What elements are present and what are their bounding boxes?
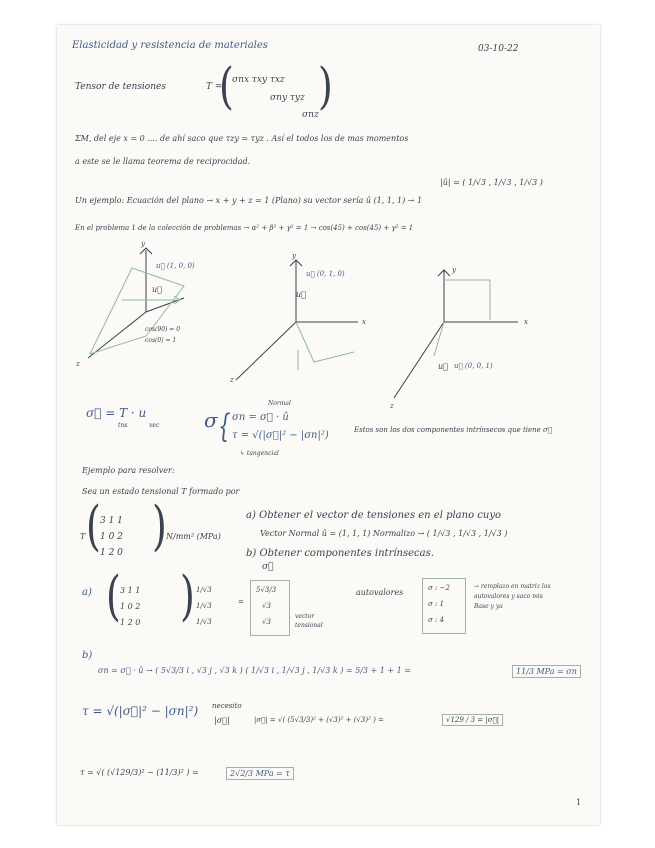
normal-note: Normal	[268, 400, 291, 407]
fig3-z-label: z	[390, 402, 394, 410]
tensor-right-bracket: )	[318, 57, 333, 115]
task-b: b) Obtener componentes intrínsecas.	[246, 548, 434, 559]
modulus-result: √129 / 3 = |σ⃗|	[442, 714, 503, 726]
eigen-row-1: σ : −2	[428, 584, 450, 592]
part-a-matrix-right-bracket: )	[180, 565, 195, 627]
fig1-y-label: y	[141, 240, 145, 248]
tensor-row-1: σnx τxy τxz	[232, 75, 285, 85]
sigma-n-result: 11/3 MPa = σn	[512, 665, 581, 678]
tensor-row-2: σny τyz	[270, 93, 305, 103]
part-a-result-row-1: 5√3/3	[256, 586, 277, 594]
fig1-z-label: z	[76, 360, 80, 368]
tensor-left-bracket: (	[219, 57, 234, 115]
sigma-sub-vec: vec	[149, 422, 160, 429]
need-note: necesito	[212, 702, 242, 710]
part-a-result-row-2: √3	[262, 602, 271, 610]
tensor-symbol: T =	[206, 82, 223, 92]
part-a-vec-row-1: 1/√3	[196, 586, 212, 594]
fig3-x-label: x	[524, 318, 528, 326]
need-modulus: |σ⃗|	[214, 716, 230, 725]
tau-formula: τ = √(|σ⃗|² − |σn|²)	[232, 430, 329, 441]
exercise-units: N/mm² (MPa)	[166, 532, 221, 541]
sigma-label: σ	[204, 408, 218, 432]
task-a-normal: Vector Normal û = (1, 1, 1) Normalizo → ( 1/√3 , 1/√3 , 1/√3 )	[260, 529, 508, 538]
eigen-note: → remplazo en matriz los autovalores y saco mis Base y ya	[474, 583, 551, 610]
tensor-label: Tensor de tensiones	[75, 82, 166, 92]
page-number: 1	[576, 798, 582, 807]
problem-line: En el problema 1 de la colección de problemas → α² + β² + γ² = 1 → cos(45) + cos(45) + γ² = 1	[75, 224, 414, 232]
fig2-z-axis	[236, 322, 296, 380]
fig1-vector-label: u⃗ (1, 0, 0)	[156, 262, 195, 270]
tensor-row-3: σnz	[302, 110, 319, 120]
figure-vector-100	[60, 240, 200, 370]
eigen-row-3: σ : 4	[428, 616, 445, 624]
part-a-vec-row-3: 1/√3	[196, 618, 212, 626]
part-a-vector-note: vector tensional	[295, 613, 323, 629]
fig2-plane	[296, 322, 354, 362]
components-note: Estos son los dos componentes intrínsecos que tiene σ⃗	[354, 426, 553, 434]
exercise-matrix-prefix: T	[80, 532, 86, 541]
components-brace: {	[218, 406, 231, 446]
fig2-u-label: u⃗	[296, 290, 306, 299]
exercise-matrix-row-2: 1 0 2	[100, 532, 123, 542]
eigen-row-2: σ : 1	[428, 600, 445, 608]
part-a-result-row-3: √3	[262, 618, 271, 626]
fig1-cos-2: cos(0) = 1	[145, 337, 177, 344]
fig2-x-label: x	[362, 318, 366, 326]
figure-vector-001	[394, 260, 534, 410]
part-a-matrix-left-bracket: (	[106, 565, 121, 627]
fig3-plane	[444, 280, 490, 320]
fig1-z-axis	[88, 312, 146, 358]
exercise-heading: Ejemplo para resolver:	[82, 466, 175, 475]
tangential-note: ↳ tangencial	[240, 450, 279, 457]
fig3-z-axis	[394, 322, 444, 398]
tau-calculation: τ = √( (√129/3)² − (11/3)² ) =	[80, 768, 199, 777]
part-a-matrix-row-3: 1 2 0	[120, 618, 141, 627]
fig2-y-label: y	[292, 252, 296, 260]
tau-result: 2√2/3 MPa = τ	[226, 767, 294, 780]
unit-vector-formula: |û| = ( 1/√3 , 1/√3 , 1/√3 )	[440, 178, 543, 187]
sigma-n-formula: σn = σ⃗ · û	[232, 412, 289, 423]
fig1-cos-1: cos(90) = 0	[145, 326, 181, 333]
part-a-matrix-row-2: 1 0 2	[120, 602, 141, 611]
reciprocity-line-1: ΣM, del eje x = 0 .... de ahí saco que τzy = τyz . Así el todos los de mas momentos	[75, 134, 409, 143]
part-a-vec-row-2: 1/√3	[196, 602, 212, 610]
eigen-label: autovalores	[356, 588, 404, 597]
page-title: Elasticidad y resistencia de materiales	[72, 40, 268, 51]
sigma-n-calculation: σn = σ⃗ · û → ( 5√3/3 i , √3 j , √3 k ) ( 1/√3 i , 1/√3 j , 1/√3 k ) = 5/3 + 1 + 1 =	[98, 666, 412, 675]
part-a-result-label: σ⃗	[262, 562, 274, 572]
exercise-matrix-left-bracket: (	[86, 495, 101, 557]
modulus-calculation: |σ⃗| = √( (5√3/3)² + (√3)² + (√3)² ) =	[254, 716, 384, 724]
exercise-statement: Sea un estado tensional T formado por	[82, 487, 240, 496]
fig2-vector-label: u⃗ (0, 1, 0)	[306, 270, 345, 278]
fig3-u-arrow	[434, 322, 444, 356]
fig3-u-label: u⃗	[438, 362, 448, 371]
sigma-sub-tns: tns	[118, 422, 128, 429]
task-a: a) Obtener el vector de tensiones en el plano cuyo	[246, 510, 501, 521]
fig3-y-label: y	[452, 266, 456, 274]
plane-example-line: Un ejemplo: Ecuación del plano → x + y + z = 1 (Plano) su vector sería û (1, 1, 1) → 1	[75, 196, 423, 205]
exercise-matrix-row-3: 1 2 0	[100, 548, 123, 558]
part-b-label: b)	[82, 650, 93, 661]
part-a-matrix-row-1: 3 1 1	[120, 586, 141, 595]
exercise-matrix-row-1: 3 1 1	[100, 516, 123, 526]
page-date: 03-10-22	[478, 44, 519, 54]
exercise-matrix-right-bracket: )	[152, 495, 167, 557]
tau-definition: τ = √(|σ⃗|² − |σn|²)	[82, 704, 199, 718]
sigma-equation: σ⃗ = T · u	[86, 406, 147, 420]
part-a-equals: =	[238, 598, 244, 606]
reciprocity-line-2: a este se le llama teorema de reciprocidad.	[75, 157, 251, 166]
part-a-label: a)	[82, 587, 92, 598]
fig2-z-label: z	[230, 376, 234, 384]
fig1-u-label: u⃗	[152, 285, 162, 294]
fig3-vector-label: u⃗ (0, 0, 1)	[454, 362, 493, 370]
